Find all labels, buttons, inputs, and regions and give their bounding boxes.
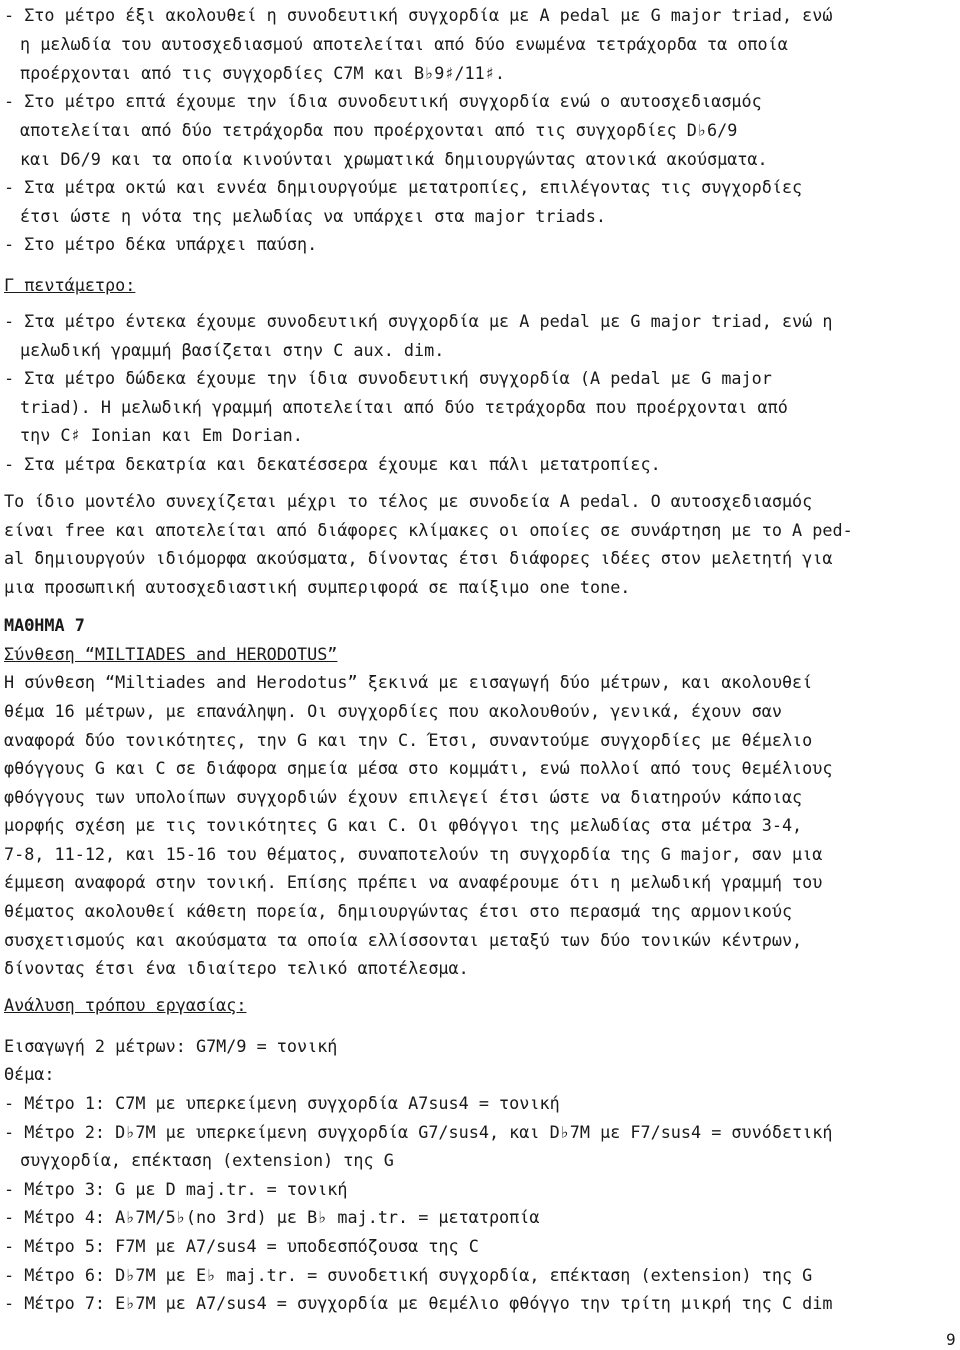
- list-item: - Μέτρο 5: F7M με A7/sus4 = υποδεσπόζουσα της C: [4, 1236, 479, 1256]
- paragraph-line: αναφορά δύο τονικότητες, την G και την C. Έτσι, συναντούμε συγχορδίες με θέμελιο: [4, 730, 813, 750]
- text-line: αποτελείται από δύο τετράχορδα που προέρχονται από τις συγχορδίες D♭6/9: [20, 120, 738, 140]
- section-heading: Γ πεντάμετρο:: [4, 275, 136, 295]
- text-line: προέρχονται από τις συγχορδίες C7M και B♭9♯/11♯.: [20, 63, 505, 83]
- text-line: έτσι ώστε η νότα της μελωδίας να υπάρχει στα major triads.: [20, 206, 606, 226]
- paragraph-line: θέμα 16 μέτρων, με επανάληψη. Οι συγχορδίες που ακολουθούν, γενικά, έχουν σαν: [4, 701, 782, 721]
- analysis-heading: Ανάλυση τρόπου εργασίας:: [4, 995, 247, 1015]
- paragraph-line: μια προσωπική αυτοσχεδιαστική συμπεριφορά σε παίξιμο one tone.: [4, 577, 631, 597]
- text-line: Θέμα:: [4, 1064, 55, 1084]
- text-line: - Στα μέτρο δώδεκα έχουμε την ίδια συνοδευτική συγχορδία (A pedal με G major: [4, 368, 772, 388]
- text-line: και D6/9 και τα οποία κινούνται χρωματικά δημιουργώντας ατονικά ακούσματα.: [20, 149, 768, 169]
- paragraph-line: Η σύνθεση “Miltiades and Herodotus” ξεκινά με εισαγωγή δύο μέτρων, και ακολουθεί: [4, 672, 813, 692]
- paragraph-line: δίνοντας έτσι ένα ιδιαίτερο τελικό αποτέλεσμα.: [4, 958, 469, 978]
- list-item: - Μέτρο 3: G με D maj.tr. = τονική: [4, 1179, 348, 1199]
- text-line: - Στο μέτρο δέκα υπάρχει παύση.: [4, 234, 318, 254]
- paragraph-line: μορφής σχέση με τις τονικότητες G και C. Οι φθόγγοι της μελωδίας στα μέτρα 3-4,: [4, 815, 803, 835]
- paragraph-line: 7-8, 11-12, και 15-16 του θέματος, συναποτελούν τη συγχορδία της G major, σαν μια: [4, 844, 823, 864]
- list-item-continuation: συγχορδία, επέκταση (extension) της G: [20, 1150, 394, 1170]
- text-line: μελωδική γραμμή βασίζεται στην C aux. dim.: [20, 340, 445, 360]
- list-item: - Μέτρο 1: C7M με υπερκείμενη συγχορδία A7sus4 = τονική: [4, 1093, 560, 1113]
- paragraph-line: φθόγγους των υπολοίπων συγχορδιών έχουν επιλεγεί έτσι ώστε να διατηρούν κάποιας: [4, 787, 803, 807]
- list-item: - Μέτρο 2: D♭7M με υπερκείμενη συγχορδία G7/sus4, και D♭7M με F7/sus4 = συνόδετική: [4, 1122, 833, 1142]
- paragraph-line: θέματος ακολουθεί κάθετη πορεία, δημιουργώντας έτσι στο περασμά της αρμονικούς: [4, 901, 793, 921]
- text-line: - Στο μέτρο έξι ακολουθεί η συνοδευτική συγχορδία με A pedal με G major triad, ενώ: [4, 5, 833, 25]
- page-number: 9: [946, 1330, 956, 1349]
- text-line: - Στα μέτρα οκτώ και εννέα δημιουργούμε μετατροπίες, επιλέγοντας τις συγχορδίες: [4, 177, 803, 197]
- text-line: - Στο μέτρο επτά έχουμε την ίδια συνοδευτική συγχορδία ενώ ο αυτοσχεδιασμός: [4, 91, 762, 111]
- paragraph-line: συσχετισμούς και ακούσματα τα οποία ελλίσσονται μεταξύ των δύο τονικών κέντρων,: [4, 930, 803, 950]
- paragraph-line: έμμεση αναφορά στην τονική. Επίσης πρέπει να αναφέρουμε ότι η μελωδική γραμμή του: [4, 872, 823, 892]
- list-item: - Μέτρο 4: A♭7M/5♭(no 3rd) με B♭ maj.tr. = μετατροπία: [4, 1207, 540, 1227]
- text-line: - Στα μέτρα δεκατρία και δεκατέσσερα έχουμε και πάλι μετατροπίες.: [4, 454, 661, 474]
- lesson-title: ΜΑΘΗΜΑ 7: [4, 615, 85, 635]
- text-line: triad). Η μελωδική γραμμή αποτελείται από δύο τετράχορδα που προέρχονται από: [20, 397, 788, 417]
- list-item: - Μέτρο 6: D♭7M με E♭ maj.tr. = συνοδετική συγχορδία, επέκταση (extension) της G: [4, 1265, 813, 1285]
- paragraph-line: είναι free και αποτελείται από διάφορες κλίμακες οι οποίες σε συνάρτηση με το A ped-: [4, 520, 853, 540]
- text-line: - Στα μέτρο έντεκα έχουμε συνοδευτική συγχορδία με A pedal με G major triad, ενώ η: [4, 311, 833, 331]
- text-line: την C♯ Ionian και Em Dorian.: [20, 425, 303, 445]
- paragraph-line: Το ίδιο μοντέλο συνεχίζεται μέχρι το τέλος με συνοδεία A pedal. Ο αυτοσχεδιασμός: [4, 491, 813, 511]
- paragraph-line: al δημιουργούν ιδιόμορφα ακούσματα, δίνοντας έτσι διάφορες ιδέες στον μελετητή για: [4, 548, 833, 568]
- list-item: - Μέτρο 7: E♭7M με A7/sus4 = συγχορδία με θεμέλιο φθόγγο την τρίτη μικρή της C dim: [4, 1293, 833, 1313]
- composition-title: Σύνθεση “MILTIADES and HERODOTUS”: [4, 644, 338, 664]
- text-line: η μελωδία του αυτοσχεδιασμού αποτελείται από δύο ενωμένα τετράχορδα τα οποία: [20, 34, 788, 54]
- text-line: Εισαγωγή 2 μέτρων: G7M/9 = τονική: [4, 1036, 338, 1056]
- paragraph-line: φθόγγους G και C σε διάφορα σημεία μέσα στο κομμάτι, ενώ πολλοί από τους θεμέλιους: [4, 758, 833, 778]
